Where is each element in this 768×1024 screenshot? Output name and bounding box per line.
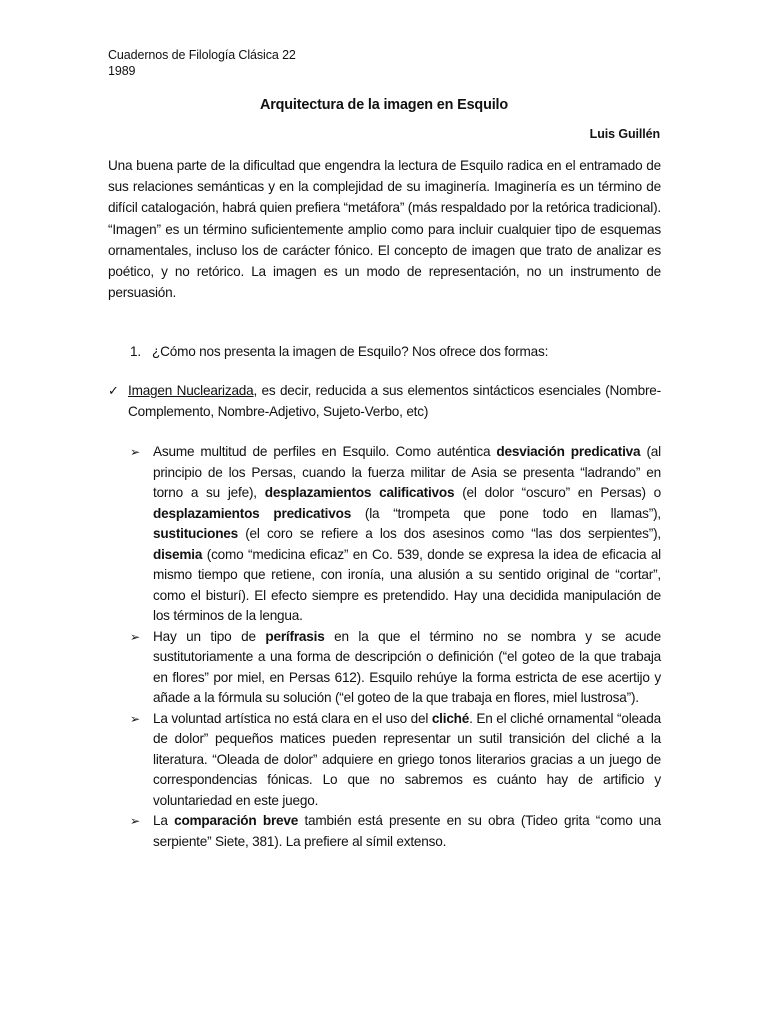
bullet-text: Asume multitud de perfiles en Esquilo. Como auténtica (153, 444, 497, 459)
bold-term: desviación predicativa (496, 444, 641, 459)
checkmark-icon: ✓ (108, 383, 119, 398)
bold-term: perífrasis (265, 628, 325, 644)
arrow-bullet-icon: ➢ (130, 814, 140, 828)
bold-term: cliché (431, 710, 470, 726)
bullet-item (130, 442, 661, 627)
bullet-text: (el coro se refiere a los dos asesinos como “las dos serpientes”), (238, 526, 661, 541)
arrow-bullet-icon: ➢ (130, 711, 140, 726)
author-name: Luis Guillén (589, 127, 660, 141)
document-title: Arquitectura de la imagen en Esquilo (259, 97, 509, 113)
check-item-rest: , es decir, reducida a sus elementos sintácticos esenciales (Nombre-Complemento, Nombre-Adjetivo, Sujeto-Verbo, etc) (128, 383, 661, 419)
bullet-text: en la que el término no se nombra y se acude sustitutoriamente a una forma de descripción o definición (“el goteo de la que trabaja en flores” por miel, en Persas 612). Esquilo rehúye la forma estricta de ese acertijo y añade a la fórmula su solución (“el goteo de la que trabaja en flores, miel lustrosa”). (153, 628, 661, 705)
arrow-bullet-icon: ➢ (130, 445, 140, 459)
journal-year: 1989 (108, 64, 136, 78)
underlined-term: Imagen Nuclearizada (128, 383, 254, 398)
check-list-item (108, 381, 661, 422)
bullet-text: también está presente en su obra (Tideo grita “como una serpiente” Siete, 381). La prefiere al símil extenso. (153, 813, 661, 849)
bold-term: desplazamientos calificativos (264, 485, 455, 500)
list-number: 1. (130, 344, 141, 359)
bold-term: desplazamientos predicativos (153, 505, 352, 521)
bullet-item (130, 811, 661, 852)
journal-header (108, 47, 296, 79)
bullet-item (130, 627, 661, 709)
bullet-text: Hay un tipo de (153, 628, 266, 644)
bullet-item (130, 709, 661, 812)
bullet-text: (al principio de los Persas, cuando la fuerza militar de Asia se presenta “ladrando” en torno a su jefe), (153, 444, 661, 500)
journal-name: Cuadernos de Filología Clásica 22 (108, 48, 296, 62)
bullet-text: (la “trompeta que pone todo en llamas”), (351, 505, 661, 521)
arrow-bullet-icon: ➢ (130, 629, 140, 644)
check-item-text (128, 381, 661, 422)
bold-term: sustituciones (153, 526, 239, 541)
bold-term: disemia (153, 546, 203, 562)
bullet-text: . En el cliché ornamental “oleada de dolor” pequeños matices pueden representar un sutil transición del cliché a la literatura. “Oleada de dolor” adquiere en griego tonos literarios gracias a un juego de correspondencias fónicas. Lo que no sabremos es cuánto hay de artificio y voluntariedad en este juego. (153, 710, 661, 808)
bullet-text: La voluntad artística no está clara en el uso del (153, 710, 432, 726)
bullet-text: (como “medicina eficaz” en Co. 539, donde se expresa la idea de eficacia al mismo tiempo que retiene, con ironía, una alusión a su sentido original de “cortar”, como el bisturí). El efecto siempre es pretendido. Hay una decidida manipulación de los términos de la lengua. (153, 546, 661, 623)
numbered-list-item (130, 341, 548, 362)
arrow-bullet-list (130, 442, 661, 852)
bullet-text: (el dolor “oscuro” en Persas) o (454, 485, 662, 500)
bold-term: comparación breve (174, 813, 299, 828)
intro-paragraph: Una buena parte de la dificultad que engendra la lectura de Esquilo radica en el entramado de sus relaciones semánticas y en la complejidad de su imaginería. Imaginería es un término de difícil catalogación, habrá quien prefiera “metáfora” (más respaldado por la retórica tradicional). “Imagen” es un término suficientemente amplio como para incluir cualquier tipo de esquemas ornamentales, incluso los de carácter fónico. El concepto de imagen que trato de analizar es poético, y no retórico. La imagen es un modo de representación, no un instrumento de persuasión. (108, 158, 661, 301)
list-item-text: ¿Cómo nos presenta la imagen de Esquilo? Nos ofrece dos formas: (152, 344, 549, 359)
bullet-text: La (153, 813, 175, 828)
